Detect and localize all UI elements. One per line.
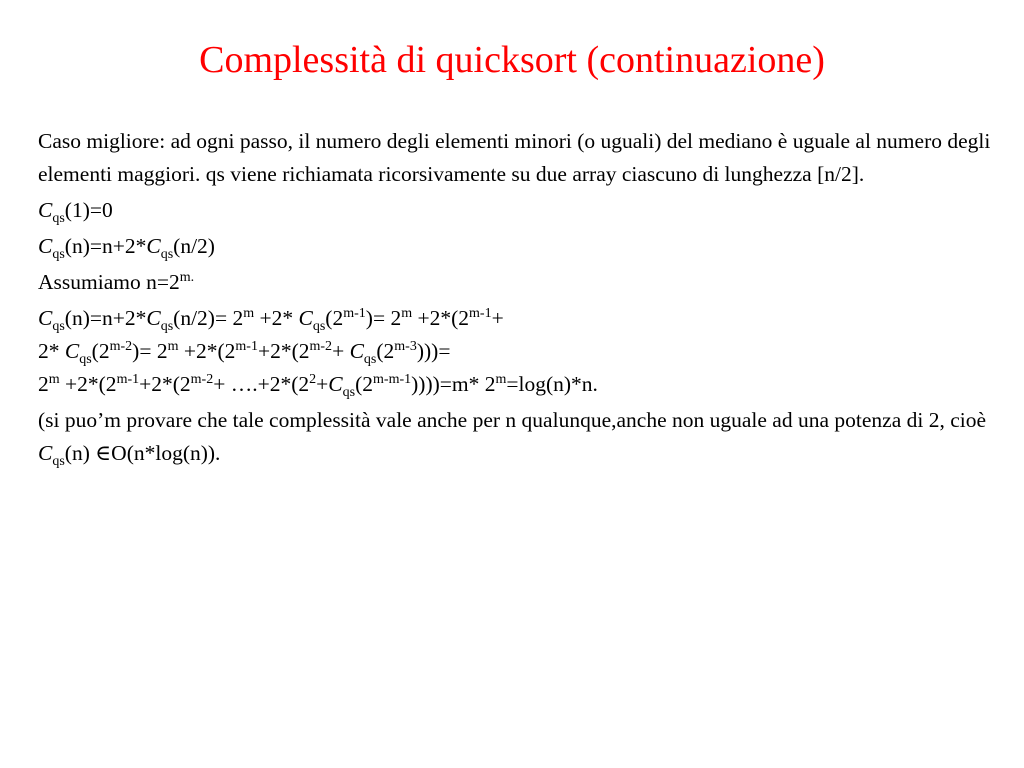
qs-subscript: qs	[363, 352, 377, 367]
exp-m: m	[48, 372, 60, 387]
l4-a: (n)=n+2*	[64, 306, 147, 330]
l6-c: +2*(2	[139, 372, 191, 396]
l5-e: +2*(2	[257, 339, 310, 363]
c-symbol: C	[38, 441, 53, 465]
c-symbol: C	[349, 339, 364, 363]
c-symbol: C	[38, 198, 53, 222]
qs-subscript: qs	[312, 319, 326, 334]
c-symbol: C	[328, 372, 343, 396]
eq2-a: (n)=n+2*	[64, 234, 147, 258]
assume-text: Assumiamo n=2	[38, 270, 180, 294]
l6-g: ))))=m* 2	[411, 372, 496, 396]
qs-subscript: qs	[79, 352, 92, 367]
equation-base-case	[38, 194, 998, 227]
exp-two: 2	[309, 372, 317, 387]
exp-m2: m-2	[109, 339, 133, 354]
l6-h: =log(n)*n.	[506, 372, 598, 396]
exp-m: m	[167, 339, 179, 354]
note-b: (n)	[64, 441, 96, 465]
note-c: O(n*log(n)).	[111, 441, 221, 465]
l4-f: +2*(2	[412, 306, 470, 330]
l5-g: (2	[376, 339, 395, 363]
c-symbol: C	[146, 234, 161, 258]
l4-b: (n/2)= 2	[173, 306, 244, 330]
l6-e: +	[316, 372, 329, 396]
exp-m: m	[495, 372, 507, 387]
l4-c: +2*	[254, 306, 299, 330]
expansion-line-3	[38, 368, 998, 401]
exp-m1: m-1	[116, 372, 140, 387]
l5-d: +2*(2	[178, 339, 236, 363]
assumption-line	[38, 266, 998, 299]
exp-m1: m-1	[343, 306, 366, 321]
eq1-rest: (1)=0	[64, 198, 113, 222]
l5-h: )))=	[416, 339, 451, 363]
note-a: (si puo’m provare che tale complessità vale anche per n qualunque,anche non uguale ad una potenza di 2, cioè	[38, 408, 987, 432]
c-symbol: C	[146, 306, 161, 330]
exp-m: m	[401, 306, 413, 321]
exp-m3: m-3	[394, 339, 417, 354]
l6-f: (2	[355, 372, 374, 396]
qs-subscript: qs	[52, 319, 65, 334]
exp-m2: m-2	[190, 372, 214, 387]
c-symbol: C	[64, 339, 80, 363]
expansion-line-2	[38, 335, 998, 368]
l5-b: (2	[91, 339, 110, 363]
intro-paragraph: Caso migliore: ad ogni passo, il numero degli elementi minori (o uguali) del mediano è uguale al numero degli elementi maggiori. qs viene richiamata ricorsivamente su due array ciascuno di lunghezza [n/2].	[38, 129, 991, 186]
exp-m1: m-1	[235, 339, 258, 354]
c-symbol: C	[38, 306, 53, 330]
exp-m: m	[243, 306, 255, 321]
qs-subscript: qs	[160, 319, 174, 334]
c-symbol: C	[38, 234, 53, 258]
l5-f: +	[332, 339, 350, 363]
equation-recurrence	[38, 230, 998, 263]
l5-a: 2*	[38, 339, 65, 363]
expansion-line-1	[38, 302, 998, 335]
l5-c: )= 2	[132, 339, 168, 363]
eq2-b: (n/2)	[173, 234, 215, 258]
qs-subscript: qs	[52, 454, 65, 469]
element-of-symbol: ∈	[95, 441, 112, 465]
exp-m2: m-2	[309, 339, 333, 354]
l6-a: 2	[38, 372, 49, 396]
qs-subscript: qs	[52, 211, 65, 226]
qs-subscript: qs	[160, 247, 174, 262]
l4-g: +	[491, 306, 504, 330]
qs-subscript: qs	[52, 247, 65, 262]
c-symbol: C	[298, 306, 313, 330]
exp-m1: m-1	[469, 306, 492, 321]
slide-body	[38, 125, 998, 473]
l4-e: )= 2	[365, 306, 402, 330]
l6-b: +2*(2	[59, 372, 117, 396]
qs-subscript: qs	[342, 385, 356, 400]
assume-exponent: m.	[179, 270, 195, 285]
l4-d: (2	[325, 306, 344, 330]
slide-title: Complessità di quicksort (continuazione)	[199, 39, 825, 81]
closing-note	[38, 404, 998, 470]
l6-d: + ….+2*(2	[213, 372, 310, 396]
exp-mm1: m-m-1	[373, 372, 412, 387]
